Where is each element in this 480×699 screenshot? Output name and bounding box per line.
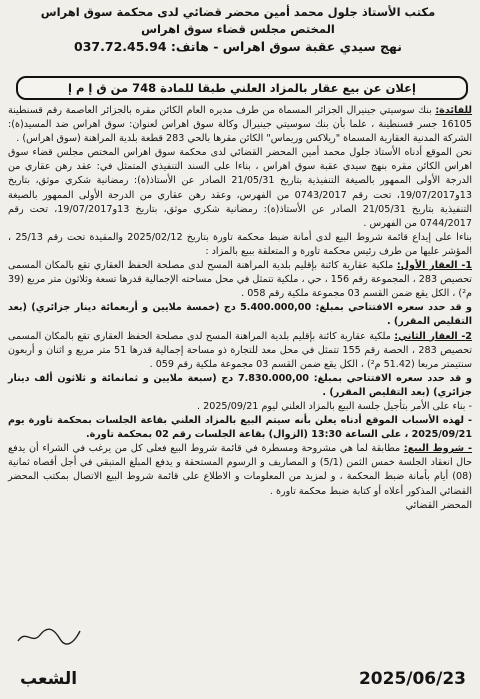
paragraph-text: نحن الموقع أدناه الأستاذ جلول محمد أمين المحضر القضائي لدى محكمة سوق اهراس المختص مجلس قضاء سوق اهراس الكائن مقره بنهج سيدي عقبة سوق اهراس ، بناءا على السند التنفيذي المتمثل في: عقد رهن عقاري من الدرجة الأولى الممهور بالصيغة التنفيذية بتاريخ 21/05/31 الصادر عن الأستاذ(ة): رمضانية شكري موثق، بتاريخ 13و19/07/2017، تحت رقم 0743/2017 من الفهرس، وعقد رهن عقاري من الدرجة الأولى الممهور بالصيغة التنفيذية بتاريخ 21/05/31 الصادر عن الأستاذ(ة): رمضانية شكري موثق، بتاريخ 13و19/07/2017، تحت رقم 0744/2017 من الفهرس . [8, 147, 472, 229]
body-paragraph [8, 372, 472, 400]
body-paragraph [8, 259, 472, 301]
bailiff-signature [14, 625, 84, 647]
body-paragraph [8, 231, 472, 259]
paragraph-lead: 1- العقار الأول: [396, 260, 472, 272]
paragraph-text: مطابقة لما هي مشروحة ومسطرة في قائمة شروط البيع فعلى كل من يرغب في الشراء أن يدفع حال انعقاد الجلسة خمس الثمن (5/1) و المصاريف و الرسوم المستحقة و يدفع المبلغ المتبقي في أجل أقصاه ثمانية (08) أيام بأمانة ضبط المحكمة ، و لمزيد من المعلومات و الاطلاع على قائمة شروط البيع الاتصال بمكتب المحضر القضائي المذكور أعلاه أو كتابة ضبط محكمة تاورة . [8, 443, 472, 497]
newspaper-name: الشعب [20, 669, 78, 689]
body-paragraph [8, 414, 472, 442]
body-paragraph [8, 146, 472, 231]
publication-date: 2025/06/23 [358, 669, 466, 689]
paragraph-lead: للفائدة: [435, 105, 472, 116]
notice-header [14, 4, 462, 56]
signatory-label: المحضر القضائي [405, 499, 472, 511]
notice-footer [20, 669, 466, 689]
paragraph-text: - بناء على الأمر بتأجيل جلسة البيع بالمزاد العلني ليوم 2025/09/21 . [197, 400, 472, 412]
notice-title: إعلان عن بيع عقار بالمزاد العلني طبقا للمادة 748 من ق إ م إ [68, 81, 416, 95]
bailiff-office-line: مكتب الأستاذ جلول محمد أمين محضر قضائي لدى محكمة سوق اهراس [40, 5, 436, 19]
paragraph-text: 5.400.000,00 دج (خمسة ملايين و أربعمائة دينار جزائري) (بعد التقليص المقرر) . [8, 302, 472, 328]
jurisdiction-line: المختص مجلس قضاء سوق اهراس [141, 22, 335, 36]
paragraph-lead: و قد حدد سعره الافتتاحي بمبلغ: [313, 372, 472, 384]
paragraph-text: ملكية عقارية كائنة بإقليم بلدية المراهنة المسح لدى مصلحة الحفظ العقاري تقع بالمكان المسمى تحصيص 283 ، الحصة رقم 155 تتمثل في محل معد للتجارة ذو مساحة إجمالية قدرها 51 متر مربع و اثنان و أربعون سنتيمتر مربعا (51.42 م²) ، الكل يقع ضمن القسم 03 مجموعة ملكية رقم 059 . [8, 330, 472, 370]
paragraph-lead: و قد حدد سعره الافتتاحي بمبلغ: [315, 302, 473, 314]
notice-title-box [16, 76, 468, 100]
body-paragraph [8, 330, 472, 372]
paragraph-lead: - شروط البيع: [403, 443, 472, 455]
body-paragraph [8, 104, 472, 146]
paragraph-lead: 2- العقار الثاني: [394, 330, 472, 342]
body-paragraph [8, 442, 472, 498]
body-paragraph [8, 499, 472, 513]
paragraph-text: ملكية عقارية كائنة بإقليم بلدية المراهنة المسح لدى مصلحة الحفظ العقاري تقع بالمكان المسمى تحصيص 283 ، المجموعة رقم 156 ، حي ، ملكية تتمثل في محل مساحته الإجمالية قدرها تسعة وثلاثون متر مربع (39 م²) ، الكل يقع ضمن القسم 03 مجموعة ملكية رقم 058 . [8, 260, 472, 300]
notice-body [8, 104, 472, 659]
body-paragraph [8, 301, 472, 329]
paragraph-text: بناءا على إيداع قائمة شروط البيع لدى أمانة ضبط محكمة تاورة بتاريخ 2025/02/12 والمقيدة تحت رقم 25/13 ، المؤشر عليها من طرف رئيس محكمة تاورة و المتعلقة ببيع بالمزاد : [8, 231, 472, 257]
paragraph-text: - لهذه الأسباب الموقع أدناه يعلن بأنه سيتم البيع بالمزاد العلني بقاعة الجلسات بمحكمة تاورة يوم 2025/09/21 ، على الساعة 13:30 (الزوال) بقاعة الجلسات رقم 02 بمحكمة تاورة. [8, 415, 472, 441]
paragraph-text: بنك سوسيتي جينيرال الجزائر المسماة من طرف مديره العام الكائن مقره بالجزائر العاصمة رقم قسنطينة 16105 جسر قسنطينة ، علما بأن بنك سوسيتي جينيرال وكالة سوق اهراس لعنوان: سوق اهراس ضد المسيد(ة): الشركة المدنية العقارية المسماة "ريلاكس وريماس" الكائن مقرها بالحي 283 قطعة بلدية المراهنة (سوق اهراس) . [8, 105, 472, 145]
paragraph-text: 7.830.000,00 دج (سبعة ملايين و ثمانمائة و ثلاثون ألف دينار جزائري) (بعد التقليص المقرر) . [8, 372, 472, 398]
body-paragraph [8, 400, 472, 414]
address-phone-line: نهج سيدي عقبة سوق اهراس - هاتف: 037.72.45.94 [74, 39, 402, 54]
